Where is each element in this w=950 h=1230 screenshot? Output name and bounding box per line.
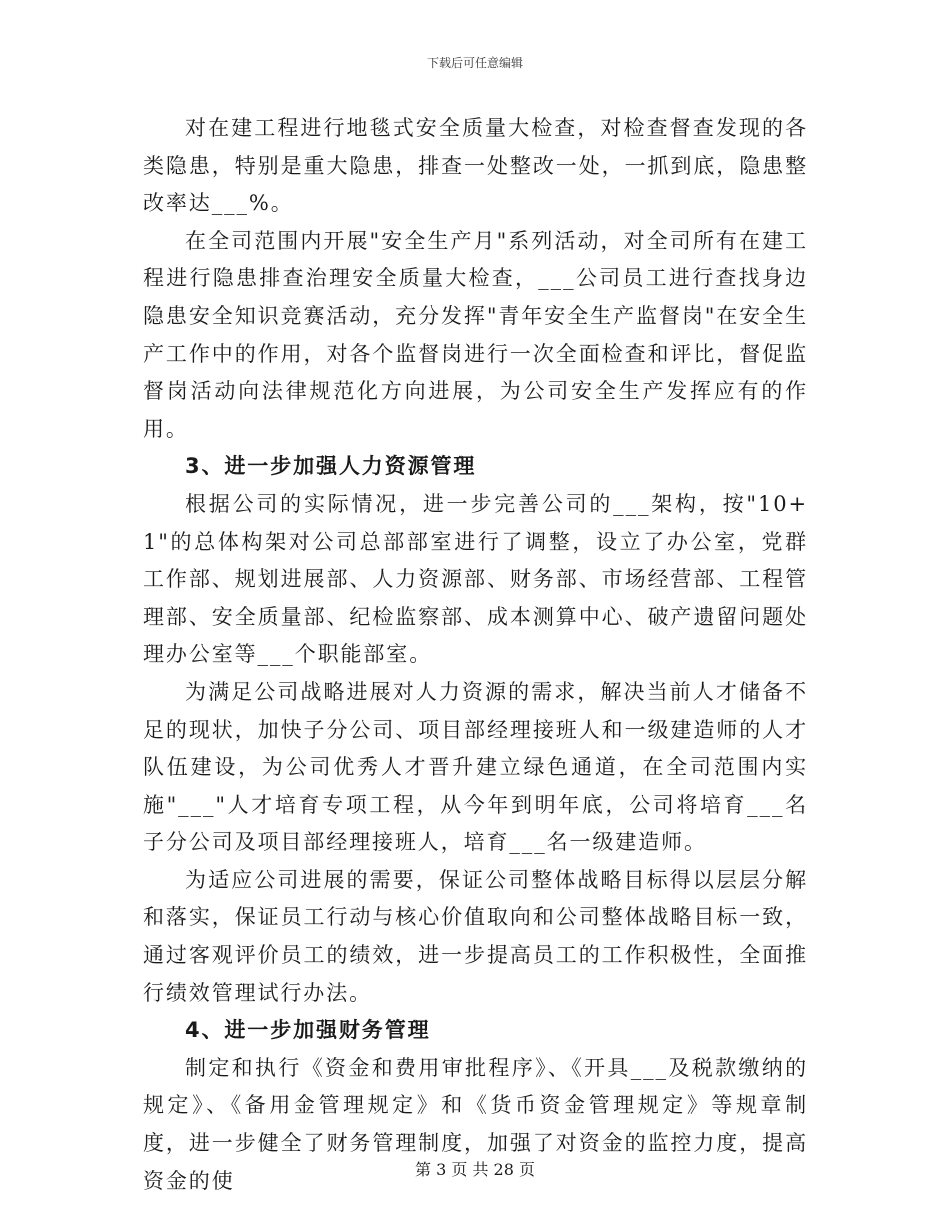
paragraph-org-structure: 根据公司的实际情况，进一步完善公司的___架构，按"10+1"的总体构架对公司总部部室进行了调整，设立了办公室，党群工作部、规划进展部、人力资源部、财务部、市场经营部、工程管理部、安全质量部、纪检监察部、成本测算中心、破产遗留问题处理办公室等___个职能部室。	[143, 491, 808, 667]
section-heading-finance: 4、进一步加强财务管理	[185, 1018, 431, 1043]
document-body	[143, 110, 808, 1200]
paragraph-talent-training: 为满足公司战略进展对人力资源的需求，解决当前人才储备不足的现状，加快子分公司、项目部经理接班人和一级建造师的人才队伍建设，为公司优秀人才晋升建立绿色通道，在全司范围内实施"___"人才培育专项工程，从今年到明年底，公司将培育___名子分公司及项目部经理接班人，培育___名一级建造师。	[143, 679, 808, 855]
paragraph-safety-month: 在全司范围内开展"安全生产月"系列活动，对全司所有在建工程进行隐患排查治理安全质量大检查，___公司员工进行查找身边隐患安全知识竞赛活动，充分发挥"青年安全生产监督岗"在安全生产工作中的作用，对各个监督岗进行一次全面检查和评比，督促监督岗活动向法律规范化方向进展，为公司安全生产发挥应有的作用。	[143, 228, 808, 441]
paragraph-hazard-inspection: 对在建工程进行地毯式安全质量大检查，对检查督查发现的各类隐患，特别是重大隐患，排查一处整改一处，一抓到底，隐患整改率达___%。	[143, 116, 808, 216]
page-number-footer: 第 3 页 共 28 页	[415, 1160, 535, 1179]
paragraph-performance: 为适应公司进展的需要，保证公司整体战略目标得以层层分解和落实，保证员工行动与核心价值取向和公司整体战略目标一致，通过客观评价员工的绩效，进一步提高员工的工作积极性，全面推行绩效管理试行办法。	[143, 867, 808, 1005]
section-heading-hr: 3、进一步加强人力资源管理	[185, 454, 477, 479]
page-header-note: 下载后可任意编辑	[426, 56, 523, 70]
paragraph-finance-rules: 制定和执行《资金和费用审批程序》、《开具___及税款缴纳的规定》、《备用金管理规定》和《货币资金管理规定》等规章制度，进一步健全了财务管理制度，加强了对资金的监控力度，提高资金的使	[143, 1055, 808, 1193]
